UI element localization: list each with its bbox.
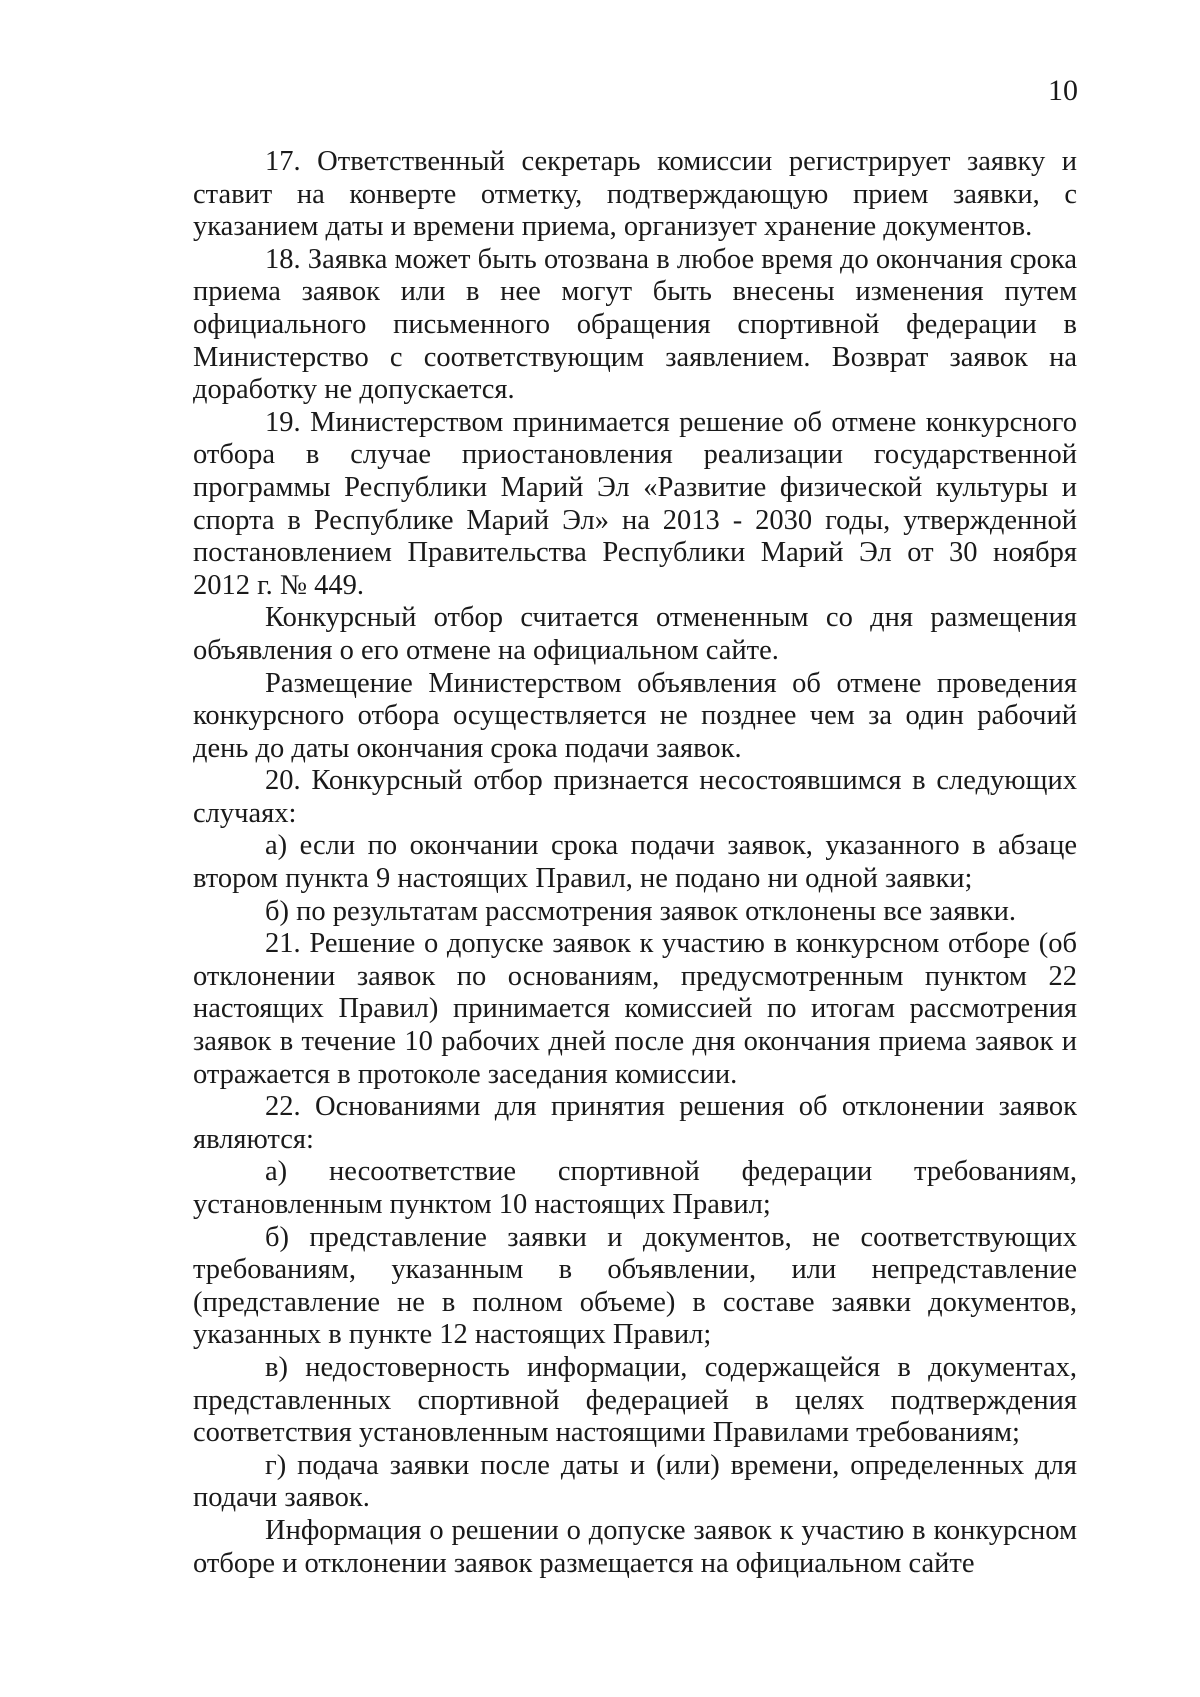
paragraph-22-item-v: в) недостоверность информации, содержащейся в документах, представленных спортивной федерацией в целях подтверждения соответствия установленным настоящими Правилами требованиям; <box>193 1351 1077 1449</box>
paragraph-20: 20. Конкурсный отбор признается несостоявшимся в следующих случаях: <box>193 765 1077 829</box>
paragraph-22-item-b: б) представление заявки и документов, не соответствующих требованиям, указанным в объявлении, или непредставление (представление не в полном объеме) в составе заявки документов, указанных в пункте 12 настоящих Правил; <box>193 1221 1077 1351</box>
paragraph-19: 19. Министерством принимается решение об отмене конкурсного отбора в случае приостановления реализации государственной программы Республики Марий Эл «Развитие физической культуры и спорта в Республике Марий Эл» на 2013 - 2030 годы, утвержденной постановлением Правительства Республики Марий Эл от 30 ноября 2012 г. № 449. <box>193 406 1077 601</box>
paragraph-19-cancellation-effect: Конкурсный отбор считается отмененным со дня размещения объявления о его отмене на официальном сайте. <box>193 602 1077 666</box>
paragraph-22: 22. Основаниями для принятия решения об отклонении заявок являются: <box>193 1091 1077 1155</box>
page-number: 10 <box>1048 74 1078 107</box>
paragraph-19-cancellation-notice: Размещение Министерством объявления об отмене проведения конкурсного отбора осуществляется не позднее чем за один рабочий день до даты окончания срока подачи заявок. <box>193 667 1077 764</box>
paragraph-20-item-a: а) если по окончании срока подачи заявок, указанного в абзаце втором пункта 9 настоящих Правил, не подано ни одной заявки; <box>193 830 1077 895</box>
paragraph-20-item-b: б) по результатам рассмотрения заявок отклонены все заявки. <box>265 895 1016 927</box>
paragraph-17: 17. Ответственный секретарь комиссии регистрирует заявку и ставит на конверте отметку, подтверждающую прием заявки, с указанием даты и времени приема, организует хранение документов. <box>193 146 1077 243</box>
paragraph-decision-info: Информация о решении о допуске заявок к участию в конкурсном отборе и отклонении заявок размещается на официальном сайте <box>193 1514 1077 1579</box>
document-body <box>193 146 1077 1580</box>
paragraph-22-item-g: г) подача заявки после даты и (или) времени, определенных для подачи заявок. <box>193 1449 1077 1514</box>
paragraph-22-item-a: а) несоответствие спортивной федерации требованиям, установленным пунктом 10 настоящих Правил; <box>193 1156 1077 1220</box>
paragraph-21: 21. Решение о допуске заявок к участию в конкурсном отборе (об отклонении заявок по основаниям, предусмотренным пунктом 22 настоящих Правил) принимается комиссией по итогам рассмотрения заявок в течение 10 рабочих дней после дня окончания приема заявок и отражается в протоколе заседания комиссии. <box>193 928 1077 1090</box>
paragraph-18: 18. Заявка может быть отозвана в любое время до окончания срока приема заявок или в нее могут быть внесены изменения путем официального письменного обращения спортивной федерации в Министерство с соответствующим заявлением. Возврат заявок на доработку не допускается. <box>193 243 1077 406</box>
